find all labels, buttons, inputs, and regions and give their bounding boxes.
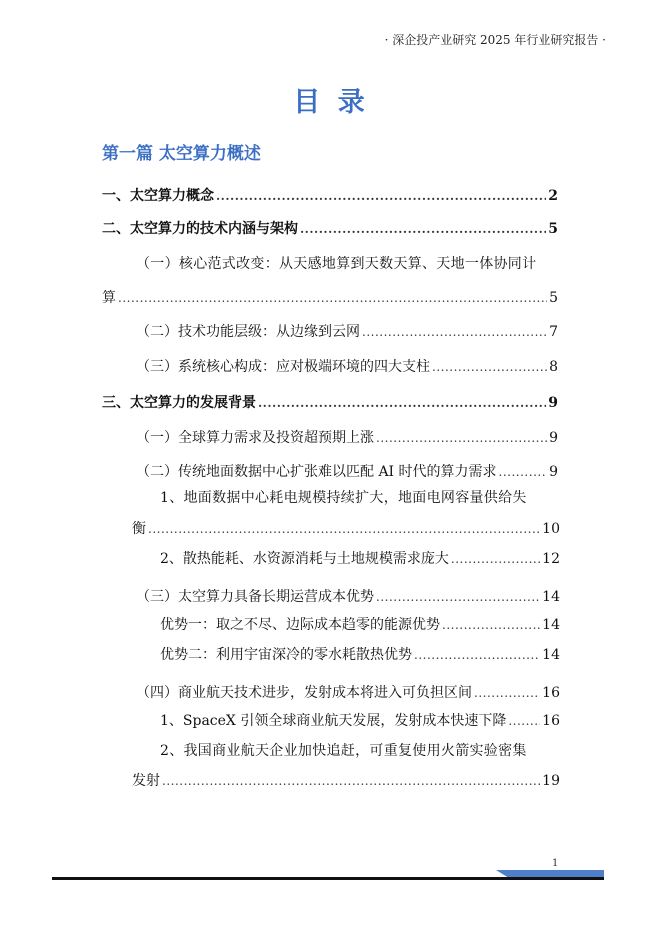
part-title: 第一篇 太空算力概述 (102, 144, 261, 164)
toc-entry-s3-4[interactable] (136, 682, 560, 702)
toc-entry-s2[interactable] (102, 218, 558, 238)
toc-entry-s3-2[interactable] (136, 461, 558, 481)
toc-entry-s3-3-1[interactable] (160, 614, 560, 634)
toc-entry-s3-4-2-line1[interactable]: 2、我国商业航天企业加快追赶，可重复使用火箭实验密集 (160, 743, 527, 759)
toc-label: 三、太空算力的发展背景 (102, 395, 256, 411)
toc-label: 二、太空算力的技术内涵与架构 (102, 221, 298, 237)
leader-dots (508, 714, 540, 728)
page-number: 1 (552, 858, 559, 869)
toc-label: 算 (102, 290, 116, 306)
leader-dots (414, 648, 540, 662)
toc-page: 9 (549, 464, 558, 480)
leader-dots (376, 431, 547, 445)
toc-label: 优势二：利用宇宙深冷的零水耗散热优势 (160, 647, 412, 663)
toc-entry-s2-2[interactable] (136, 321, 558, 341)
toc-page: 19 (542, 773, 560, 789)
leader-dots (474, 686, 540, 700)
toc-page: 10 (542, 521, 560, 537)
toc-entry-s2-1-line1[interactable]: （一）核心范式改变：从天感地算到天数天算、天地一体协同计 (136, 256, 537, 272)
leader-dots (258, 396, 546, 410)
toc-label: 优势一：取之不尽、边际成本趋零的能源优势 (160, 617, 440, 633)
toc-label: （四）商业航天技术进步，发射成本将进入可负担区间 (136, 685, 472, 701)
toc-label: （二）技术功能层级：从边缘到云网 (136, 324, 360, 340)
toc-page: 16 (542, 685, 560, 701)
toc-label: （三）太空算力具备长期运营成本优势 (136, 589, 374, 605)
toc-page: 9 (549, 430, 558, 446)
toc-entry-s3-2-1-line1[interactable]: 1、地面数据中心耗电规模持续扩大，地面电网容量供给失 (160, 490, 527, 506)
toc-entry-s1[interactable] (102, 185, 558, 205)
leader-dots (362, 325, 547, 339)
toc-page: 12 (542, 551, 560, 567)
footer-divider (52, 877, 604, 880)
toc-title: 目 录 (293, 87, 369, 118)
toc-entry-s3-2-1[interactable] (132, 518, 560, 538)
toc-entry-s3-4-2[interactable] (132, 770, 560, 790)
toc-entry-s3-2-2[interactable] (160, 548, 560, 568)
toc-page: 8 (549, 359, 558, 375)
leader-dots (376, 590, 540, 604)
toc-page: 9 (548, 395, 558, 411)
leader-dots (300, 222, 546, 236)
leader-dots (216, 189, 546, 203)
toc-page: 14 (542, 647, 560, 663)
toc-page: 7 (549, 324, 558, 340)
toc-entry-s3[interactable] (102, 392, 558, 412)
toc-label: 衡 (132, 521, 146, 537)
toc-label: （一）全球算力需求及投资超预期上涨 (136, 430, 374, 446)
toc-label: 一、太空算力概念 (102, 188, 214, 204)
toc-page: 14 (542, 617, 560, 633)
toc-entry-s3-3-2[interactable] (160, 644, 560, 664)
toc-entry-s3-1[interactable] (136, 427, 558, 447)
leader-dots (118, 291, 547, 305)
leader-dots (442, 618, 540, 632)
leader-dots (148, 522, 540, 536)
toc-entry-s3-4-1[interactable] (160, 710, 560, 730)
toc-page: 14 (542, 589, 560, 605)
toc-entry-s2-3[interactable] (136, 356, 558, 376)
toc-page: 16 (542, 713, 560, 729)
toc-label: 发射 (132, 773, 160, 789)
toc-entry-s3-3[interactable] (136, 586, 560, 606)
leader-dots (432, 360, 547, 374)
leader-dots (499, 465, 548, 479)
toc-label: 2、散热能耗、水资源消耗与土地规模需求庞大 (160, 551, 449, 567)
toc-page: 5 (549, 290, 558, 306)
toc-label: （三）系统核心构成：应对极端环境的四大支柱 (136, 359, 430, 375)
toc-page: 5 (548, 221, 558, 237)
toc-page: 2 (548, 188, 558, 204)
page-header: · 深企投产业研究 2025 年行业研究报告 · (384, 33, 606, 47)
toc-label: 1、SpaceX 引领全球商业航天发展，发射成本快速下降 (160, 713, 507, 729)
leader-dots (162, 774, 540, 788)
toc-label: （二）传统地面数据中心扩张难以匹配 AI 时代的算力需求 (136, 464, 497, 480)
leader-dots (451, 552, 540, 566)
toc-entry-s2-1[interactable] (102, 287, 558, 307)
